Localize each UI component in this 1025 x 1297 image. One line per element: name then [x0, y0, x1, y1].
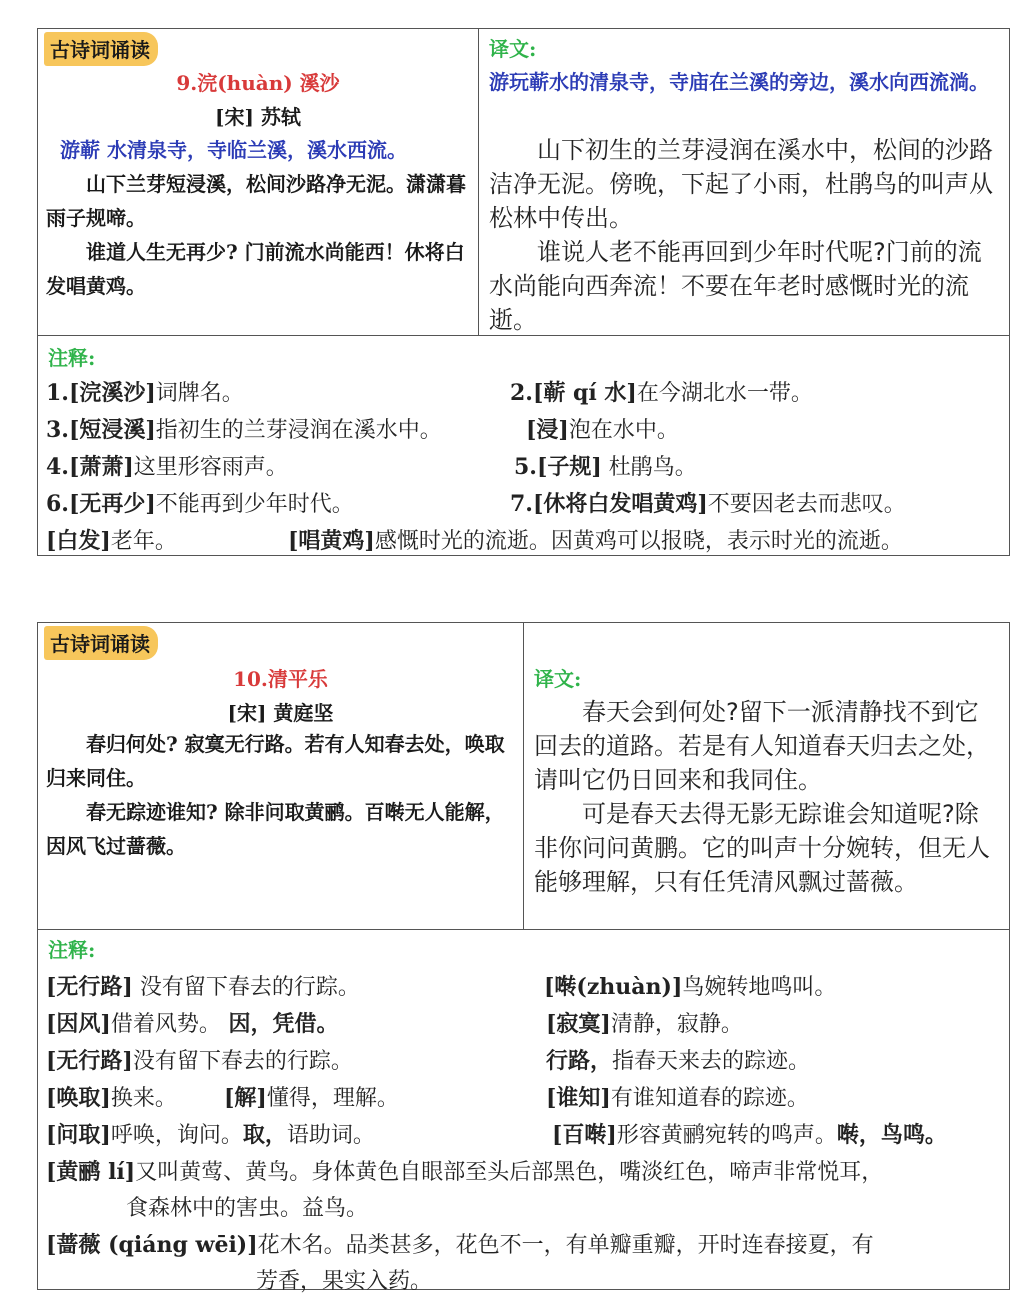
poem-card-1	[37, 28, 1010, 556]
note-item: [百啭]形容黄鹂宛转的鸣声。啭，鸟鸣。	[552, 1122, 947, 1148]
poem-author: [宋] 苏轼	[215, 105, 301, 129]
note-item: [浸]泡在水中。	[526, 417, 679, 443]
translation-paragraph: 春天会到何处?留下一派清静找不到它回去的道路。若是有人知道春天归去之处，请叫它仍日回来和我同住。	[534, 698, 990, 794]
poem-author: [宋] 黄庭坚	[227, 701, 334, 725]
note-item-continuation: 芳香，果实入药。	[256, 1269, 433, 1294]
note-item: [因风]借着风势。 因，凭借。	[46, 1011, 339, 1037]
poem-text-cell	[38, 623, 523, 929]
poem-title: 10.清平乐	[233, 667, 328, 691]
note-item: [黄鹂 lí]又叫黄莺、黄鸟。身体黄色自眼部至头后部黑色，嘴淡红色，啼声非常悦耳，	[46, 1159, 884, 1185]
translation-paragraph: 可是春天去得无影无踪谁会知道呢?除非你问问黄鹏。它的叫声十分婉转，但无人能够理解，只有任凭清风飘过蔷薇。	[534, 800, 990, 896]
translation-label: 译文:	[534, 667, 582, 691]
note-item: 行路，指春天来去的踪迹。	[546, 1048, 811, 1074]
poem-stanza: 山下兰芽短浸溪，松间沙路净无泥。潇潇暮雨子规啼。	[46, 172, 466, 230]
note-item: [蔷薇 (qiáng wēi)]花木名。品类甚多，花色不一，有单瓣重瓣，开时连春接夏，有	[46, 1232, 874, 1258]
note-item: [啭(zhuàn)]鸟婉转地鸣叫。	[544, 974, 837, 1000]
poem-stanza: 谁道人生无再少? 门前流水尚能西！休将白发唱黄鸡。	[46, 240, 465, 298]
translation-paragraph: 谁说人老不能再回到少年时代呢?门前的流水尚能向西奔流！不要在年老时感慨时光的流逝。	[489, 238, 982, 334]
poem-row	[38, 29, 1009, 335]
poem-row	[38, 623, 1009, 929]
note-item: [唱黄鸡]感慨时光的流逝。因黄鸡可以报晓，表示时光的流逝。	[288, 528, 903, 554]
note-item-continuation: 食森林中的害虫。益鸟。	[126, 1196, 369, 1221]
note-item: 4.[萧萧]这里形容雨声。	[46, 454, 288, 480]
note-item: [白发]老年。	[46, 528, 177, 554]
note-item: 7.[休将白发唱黄鸡]不要因老去而悲叹。	[510, 491, 906, 517]
poem-body	[46, 167, 472, 303]
note-item: 3.[短浸溪]指初生的兰芽浸润在溪水中。	[46, 417, 442, 443]
translation-paragraph: 山下初生的兰芽浸润在溪水中，松间的沙路洁净无泥。傍晚，下起了小雨，杜鹃鸟的叫声从松林中传出。	[489, 136, 993, 232]
notes-row	[38, 929, 1009, 1294]
note-item: [解]懂得，理解。	[224, 1085, 399, 1111]
note-item: 2.[蕲 qí 水]在今湖北水一带。	[510, 380, 813, 406]
translation-body	[489, 133, 1004, 337]
poem-body	[46, 727, 516, 863]
poem-title: 9.浣(huàn) 溪沙	[176, 71, 340, 95]
note-item: 5.[子规] 杜鹃鸟。	[514, 454, 697, 480]
note-item: [唤取]换来。	[46, 1085, 177, 1111]
section-badge: 古诗词诵读	[44, 32, 158, 66]
translation-body	[534, 695, 994, 899]
translation-cell	[478, 29, 1009, 335]
note-item: [谁知]有谁知道春的踪迹。	[546, 1085, 809, 1111]
translation-label: 译文:	[489, 37, 537, 61]
note-item: [无行路] 没有留下春去的行踪。	[46, 974, 360, 1000]
note-item: [无行路]没有留下春去的行踪。	[46, 1048, 353, 1074]
translation-cell	[523, 623, 1009, 929]
note-item: 6.[无再少]不能再到少年时代。	[46, 491, 354, 517]
poem-stanza: 春归何处? 寂寞无行路。若有人知春去处，唤取归来同住。	[46, 732, 505, 790]
note-item: [问取]呼唤，询问。取，语助词。	[46, 1122, 375, 1148]
poem-text-cell	[38, 29, 478, 335]
notes-row	[38, 335, 1009, 555]
poem-preface: 游蕲 水清泉寺，寺临兰溪，溪水西流。	[60, 138, 407, 162]
poem-stanza: 春无踪迹谁知? 除非问取黄鹂。百啭无人能解，因风飞过蔷薇。	[46, 800, 505, 858]
section-badge: 古诗词诵读	[44, 626, 158, 660]
translation-preface: 游玩蕲水的清泉寺，寺庙在兰溪的旁边，溪水向西流淌。	[489, 70, 989, 94]
note-item: [寂寞]清静，寂静。	[546, 1011, 743, 1037]
notes-label: 注释:	[48, 346, 96, 370]
note-item: 1.[浣溪沙]词牌名。	[46, 380, 244, 406]
poem-card-2	[37, 622, 1010, 1294]
notes-label: 注释:	[48, 938, 96, 962]
